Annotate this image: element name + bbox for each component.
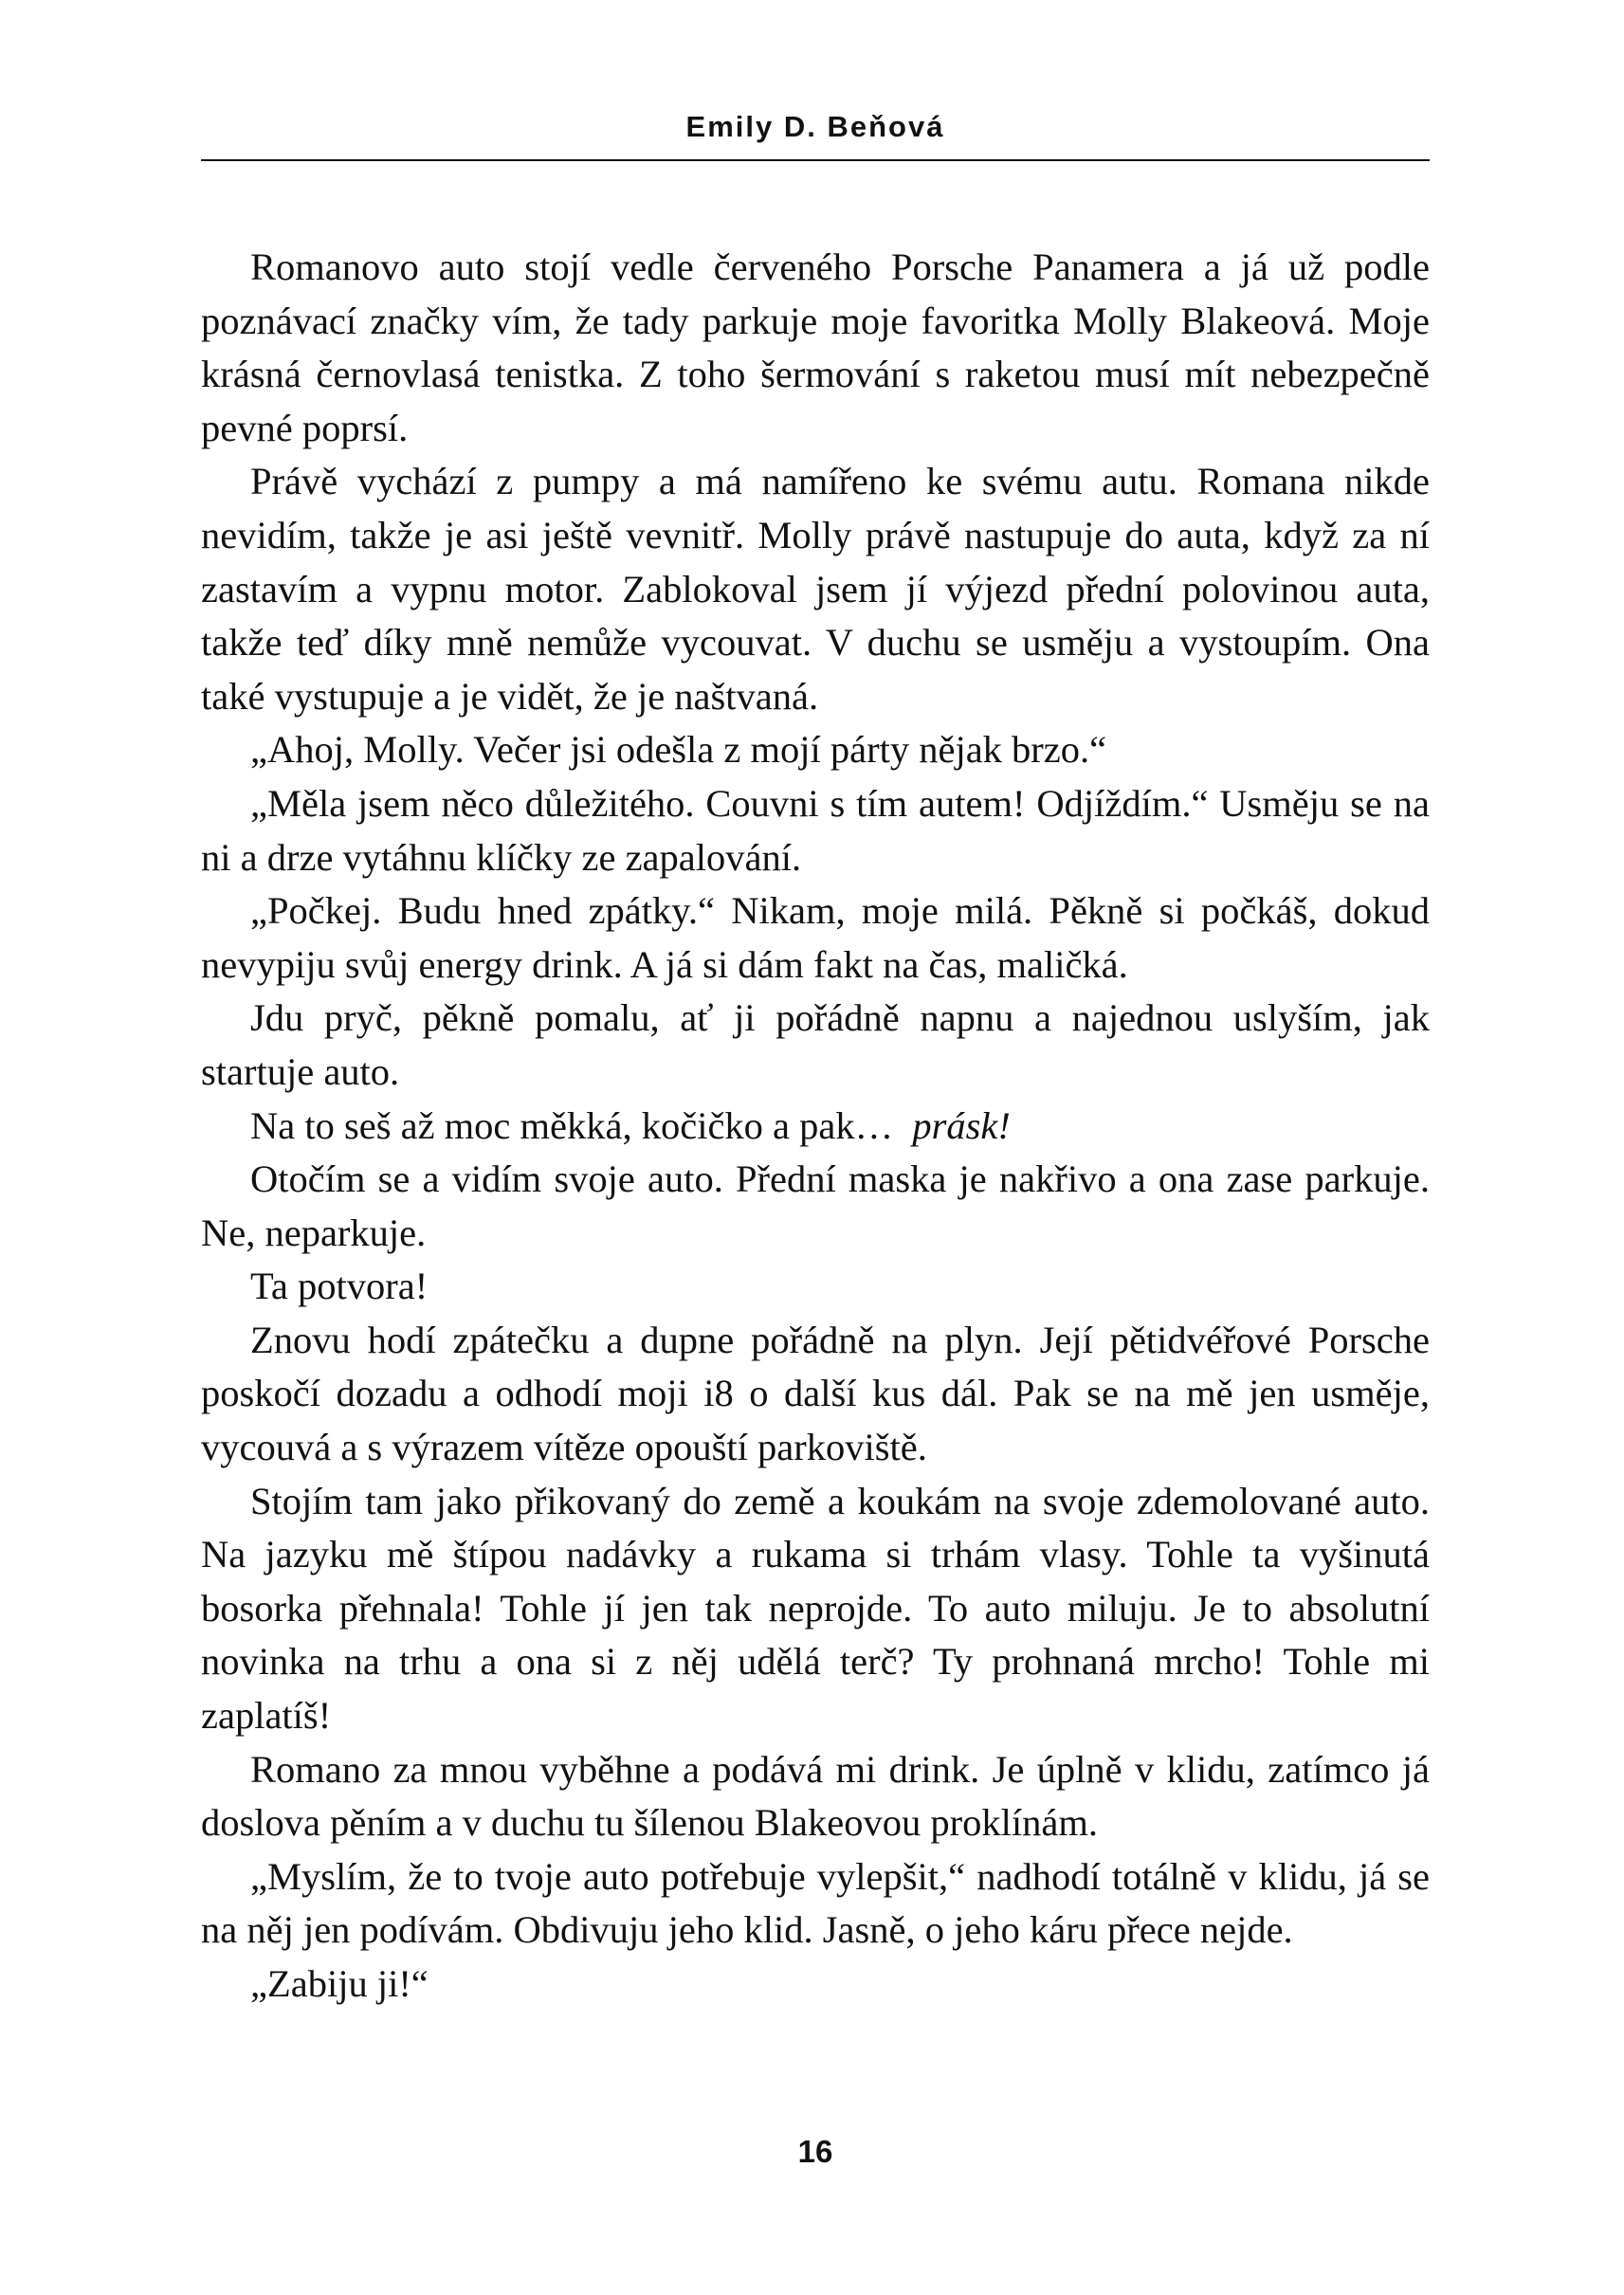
paragraph: „Měla jsem něco důležitého. Couvni s tím autem! Odjíždím.“ Usměju se na ni a drze vytáhnu klíčky ze zapalování. <box>201 781 1430 879</box>
page-number: 16 <box>797 2134 833 2169</box>
header-rule <box>201 159 1430 161</box>
emphasis-prask: prásk! <box>912 1103 1011 1147</box>
paragraph: Znovu hodí zpátečku a dupne pořádně na plyn. Její pětidvéřové Porsche poskočí dozadu a odhodí moji i8 o další kus dál. Pak se na mě jen usměje, vycouvá a s výrazem vítěze opouští parkoviště. <box>201 1318 1430 1469</box>
paragraph: Ta potvora! <box>250 1265 429 1308</box>
paragraph-text: Na to seš až moc měkká, kočičko a pak… <box>250 1103 894 1147</box>
paragraph: „Počkej. Budu hned zpátky.“ Nikam, moje milá. Pěkně si počkáš, dokud nevypiju svůj energy drink. A já si dám fakt na čas, maličká. <box>201 889 1430 986</box>
paragraph: „Zabiju ji!“ <box>250 1962 429 2005</box>
paragraph: „Myslím, že to tvoje auto potřebuje vylepšit,“ nadhodí totálně v klidu, já se na něj jen podívám. Obdivuju jeho klid. Jasně, o jeho káru přece nejde. <box>201 1854 1430 1952</box>
body-text <box>201 241 1430 2012</box>
paragraph: Romano za mnou vyběhne a podává mi drink. Je úplně v klidu, zatímco já doslova pěním a v duchu tu šílenou Blakeovou proklínám. <box>201 1747 1430 1845</box>
paragraph: Stojím tam jako přikovaný do země a koukám na svoje zdemolované auto. Na jazyku mě štípou nadávky a rukama si trhám vlasy. Tohle ta vyšinutá bosorka přehnala! Tohle jí jen tak neprojde. To auto miluju. Je to absolutní novinka na trhu a ona si z něj udělá terč? Ty prohnaná mrcho! Tohle mi zaplatíš! <box>201 1479 1430 1738</box>
paragraph: Otočím se a vidím svoje auto. Přední maska je nakřivo a ona zase parkuje. Ne, neparkuje. <box>201 1157 1430 1254</box>
paragraph: Romanovo auto stojí vedle červeného Porsche Panamera a já už podle poznávací značky vím, že tady parkuje moje favoritka Molly Blakeová. Moje krásná černovlasá tenistka. Z toho šermování s raketou musí mít nebezpečně pevné poprsí. <box>201 246 1430 449</box>
running-head-author: Emily D. Beňová <box>685 110 945 143</box>
paragraph: Právě vychází z pumpy a má namířeno ke svému autu. Romana nikde nevidím, takže je asi ještě vevnitř. Molly právě nastupuje do auta, když za ní zastavím a vypnu motor. Zablokoval jsem jí výjezd přední polovinou auta, takže teď díky mně nemůže vycouvat. V duchu se usměju a vystoupím. Ona také vystupuje a je vidět, že je naštvaná. <box>201 460 1430 718</box>
paragraph: Jdu pryč, pěkně pomalu, ať ji pořádně napnu a najednou uslyším, jak startuje auto. <box>201 996 1430 1093</box>
paragraph: „Ahoj, Molly. Večer jsi odešla z mojí párty nějak brzo.“ <box>250 728 1107 772</box>
paragraph-with-emphasis <box>201 1100 1430 1154</box>
